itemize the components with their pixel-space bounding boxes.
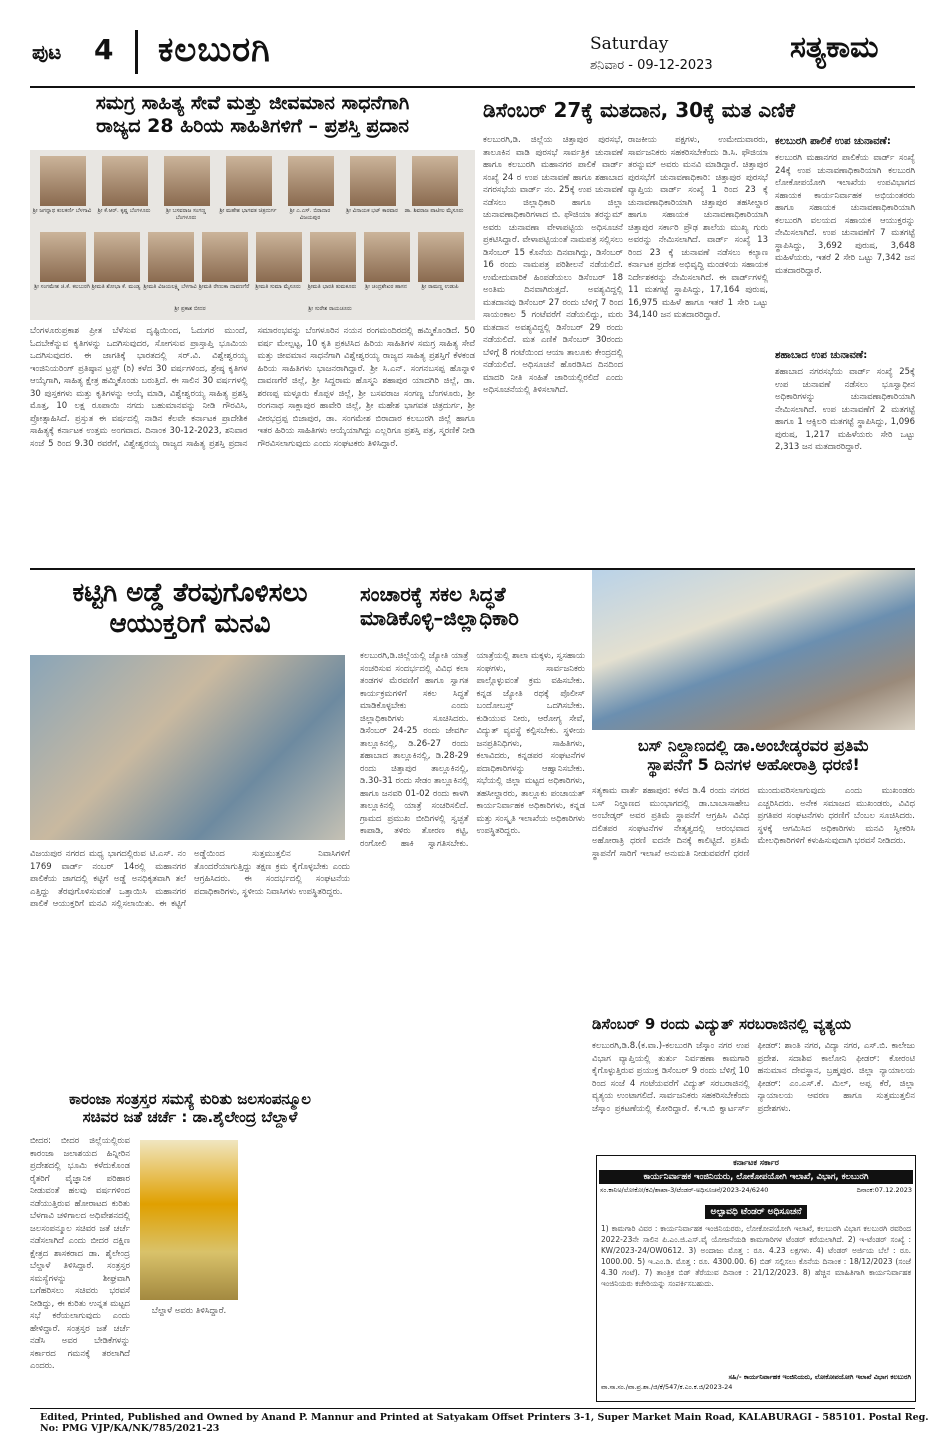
tender-ref: ಸಂ.ಕಾನಿಅ/ಲೋಕೋ/ಕವಿ/ಶಾಖಾ-3/ಟೆಂಡರ್-ಅಧಿಸೂಚನೆ/2023-24/6240: [600, 1186, 769, 1194]
photo-caption: ಶ್ರೀಮತಿ ಶೋಭಾ ಕೆ. ಮಂಡ್ಯ: [91, 284, 141, 290]
story2-col3: ಕಲಬುರಗಿ ಮಹಾನಗರ ಪಾಲಿಕೆಯ ವಾರ್ಡ್ ಸಂಖ್ಯೆ 24ಕ್ಕೆ ಉಪ ಚುನಾವಣಾಧಿಕಾರಿಯಾಗಿ ಕಲಬುರಗಿ ಲೋಕೋಪಯೋಗಿ ಇಲಾಖೆಯ ಉಪವಿಭಾಗದ ಸಹಾಯಕ ಕಾರ್ಯನಿರ್ವಾಹಕ ಅಭಿಯಂತರರು ಹಾಗೂ ಸಹಾಯಕ ಚುನಾವಣಾಧಿಕಾರಿಯಾಗಿ ಕಲಬುರಗಿ ವಲಯದ ಸಹಾಯಕ ಆಯುಕ್ತರನ್ನು ನೇಮಿಸಲಾಗಿದೆ. ಉಪ ಚುನಾವಣೆಗೆ 7 ಮತಗಟ್ಟೆ ಸ್ಥಾಪಿಸಿದ್ದು, 3,692 ಪುರುಷ, 3,648 ಮಹಿಳೆಯರು, ಇತರೆ 2 ಸೇರಿ ಒಟ್ಟು 7,342 ಜನ ಮತದಾರರಿದ್ದಾರೆ.: [775, 153, 915, 276]
awardee-photo: [226, 156, 272, 206]
story7-body-right: [245, 1135, 350, 1405]
story7-headline: [30, 1090, 350, 1126]
tender-office: ಕಾರ್ಯನಿರ್ವಾಹಕ ಇಂಜಿನಿಯರು, ಲೋಕೋಪಯೋಗಿ ಇಲಾಖೆ, ವಿಭಾಗ, ಕಲಬುರಗಿ: [599, 1170, 913, 1184]
tender-date: ದಿನಾಂಕ:07.12.2023: [856, 1186, 912, 1194]
story7-headline-line2: ಸಚಿವರ ಜತೆ ಚರ್ಚೆ : ಡಾ.ಶೈಲೇಂದ್ರ ಬೆಲ್ದಾಳೆ: [82, 1108, 298, 1126]
story3-body: ವಿಜಯಪುರ ನಗರದ ಮಧ್ಯ ಭಾಗದಲ್ಲಿರುವ ಟಿ.ಎಸ್. ನಂ 1769 ವಾರ್ಡ್ ನಂಬರ್ 14ರಲ್ಲಿ ಮಹಾನಗರ ಪಾಲಿಕೆಯ ಜಾಗದಲ್ಲಿ ಕಟ್ಟಿಗೆ ಅಡ್ಡೆ ಅನಧಿಕೃತವಾಗಿ ತಲೆ ಎತ್ತಿದ್ದು ತೆರವುಗೊಳಿಸುವಂತೆ ಒತ್ತಾಯಿಸಿ ಮಹಾನಗರ ಪಾಲಿಕೆ ಆಯುಕ್ತರಿಗೆ ಮನವಿ ಸಲ್ಲಿಸಲಾಯಿತು. ಈ ಕಟ್ಟಿಗೆ ಅಡ್ಡೆಯಿಂದ ಸುತ್ತಮುತ್ತಲಿನ ನಿವಾಸಿಗಳಿಗೆ ತೊಂದರೆಯಾಗುತ್ತಿದ್ದು ತಕ್ಷಣ ಕ್ರಮ ಕೈಗೊಳ್ಳಬೇಕು ಎಂದು ಆಗ್ರಹಿಸಿದರು. ಈ ಸಂದರ್ಭದಲ್ಲಿ ಸಂಘಟನೆಯ ಪದಾಧಿಕಾರಿಗಳು, ಸ್ಥಳೀಯ ನಿವಾಸಿಗಳು ಉಪಸ್ಥಿತರಿದ್ದರು.: [30, 849, 350, 909]
imprint-line: Edited, Printed, Published and Owned by Anand P. Mannur and Printed at Satyakam Offset Printers 3-1, Super Market Main Road, KALABURAGI - 585101. Postal Reg. No: PMG VJP/KA/NK/785/2021-23: [40, 1412, 929, 1434]
story3-headline-line1: ಕಟ್ಟಿಗಿ ಅಡ್ಡೆ ತೆರವುಗೊಳಿಸಲು: [72, 578, 308, 608]
story6-body: ಕಲಬುರಗಿ,ಡಿ.8.(ಕ.ವಾ.)-ಕಲಬುರಗಿ ಜೆಸ್ಕಾಂ ನಗರ ಉಪ ವಿಭಾಗ ವ್ಯಾಪ್ತಿಯಲ್ಲಿ ತುರ್ತು ನಿರ್ವಹಣಾ ಕಾಮಗಾರಿ ಕೈಗೊಳ್ಳುತ್ತಿರುವ ಪ್ರಯುಕ್ತ ಡಿಸೆಂಬರ್ 9 ರಂದು ಬೆಳಿಗ್ಗೆ 10 ರಿಂದ ಸಂಜೆ 4 ಗಂಟೆಯವರೆಗೆ ವಿದ್ಯುತ್ ಸರಬರಾಜಿನಲ್ಲಿ ವ್ಯತ್ಯಯ ಉಂಟಾಗಲಿದೆ. ಸಾರ್ವಜನಿಕರು ಸಹಕರಿಸಬೇಕೆಂದು ಜೆಸ್ಕಾಂ ಪ್ರಕಟಣೆಯಲ್ಲಿ ಕೋರಿದ್ದಾರೆ. ಕೆ.ಇ.ಬಿ ಕ್ವಾರ್ಟರ್ಸ್ ಫೀಡರ್: ಶಾಂತಿ ನಗರ, ವಿದ್ಯಾ ನಗರ, ಎಸ್.ಬಿ. ಕಾಲೇಜು ಪ್ರದೇಶ. ಸದಾಶಿವ ಕಾಲೋನಿ ಫೀಡರ್: ಕೋರಂಟಿ ಹನುಮಾನ ದೇವಸ್ಥಾನ, ಬ್ರಹ್ಮಪುರ. ಜಿಲ್ಲಾ ನ್ಯಾಯಾಲಯ ಫೀಡರ್: ಎಂ.ಎಸ್.ಕೆ. ಮಿಲ್, ಅಪ್ಪ ಕೆರೆ, ಜಿಲ್ಲಾ ನ್ಯಾಯಾಲಯ ಆವರಣ ಹಾಗೂ ಸುತ್ತಮುತ್ತಲಿನ ಪ್ರದೇಶಗಳು.: [592, 1041, 915, 1114]
story4-headline-line2: ಮಾಡಿಕೊಳ್ಳಿ–ಜಿಲ್ಲಾಧಿಕಾರಿ: [360, 606, 519, 630]
awardee-photo: [94, 232, 140, 282]
story1-headline: [30, 92, 475, 138]
awardee-photos: [30, 150, 475, 320]
tender-notice: [596, 1155, 916, 1402]
protest-photo: [592, 570, 915, 730]
photo-caption: ಶ್ರೀ ಸಂಗಮೇಶ ಜಿ.ಕೆ. ಕಲಬುರಗಿ: [34, 284, 90, 290]
awardee-photo: [310, 232, 356, 282]
awardee-photo: [256, 232, 302, 282]
story1-headline-line2: ರಾಜ್ಯದ 28 ಹಿರಿಯ ಸಾಹಿತಿಗಳಿಗೆ – ಪ್ರಶಸ್ತಿ ಪ್ರದಾನ: [96, 114, 409, 137]
story1-headline-line1: ಸಮಗ್ರ ಸಾಹಿತ್ಯ ಸೇವೆ ಮತ್ತು ಜೀವಮಾನ ಸಾಧನೆಗಾಗಿ: [95, 92, 410, 114]
awardee-photo: [412, 156, 458, 206]
story5-headline: [592, 736, 915, 774]
mla-photo: [140, 1140, 238, 1300]
day-english: Saturday: [590, 34, 669, 54]
awardee-photo: [40, 232, 86, 282]
photo-caption: ಶ್ರೀಮತಿ ವಿಜಯಲಕ್ಷ್ಮಿ ಬೆಳಗಾವಿ: [143, 284, 197, 290]
tender-signature: ಸಹಿ/- ಕಾರ್ಯನಿರ್ವಾಹಕ ಇಂಜಿನಿಯರು, ಲೋಕೋಪಯೋಗಿ ಇಲಾಖೆ ವಿಭಾಗ ಕಲಬುರಗಿ: [728, 1373, 911, 1381]
photo-caption: ಶ್ರೀಮತಿ ಸುಮಾ ಮೈಸೂರು: [255, 284, 301, 290]
tender-gov: ಕರ್ನಾಟಕ ಸರ್ಕಾರ: [733, 1158, 779, 1167]
awardee-photo: [364, 232, 410, 282]
header-divider: [135, 30, 138, 74]
photo-caption: ಶ್ರೀಮತಿ ಭಾರತಿ ತುಮಕೂರು: [307, 284, 357, 290]
awardee-photo: [40, 156, 86, 206]
page-number: 4: [94, 33, 114, 66]
photo-caption: ಶ್ರೀ ಎ.ಎಸ್. ಬಿರಾದಾರ ವಿಜಯಪುರ: [289, 208, 331, 221]
photo-caption: ಶ್ರೀ ಬಸವರಾಜ ಸಂಗಣ್ಣ ಬೆಂಗಳೂರು: [165, 208, 207, 221]
page-header: [0, 0, 945, 90]
photo-caption: ಶ್ರೀ ಮಹೇಶ ಭಾಗವತ ಚಿತ್ರದುರ್ಗ: [219, 208, 277, 214]
date-line: ಶನಿವಾರ - 09-12-2023: [590, 58, 713, 73]
story4-headline-line1: ಸಂಚಾರಕ್ಕೆ ಸಕಲ ಸಿದ್ಧತೆ: [360, 582, 506, 606]
header-rule: [30, 86, 915, 88]
photo-caption: ಶ್ರೀ ಪ್ರಕಾಶ ಬೀದರ: [174, 306, 206, 312]
tender-title: ಅಲ್ಪಾವಧಿ ಟೆಂಡರ್ ಅಧಿಸೂಚನೆ: [705, 1205, 808, 1219]
story1-body: ಬೆಂಗಳೂರುಪ್ರಕಾಶ ಪ್ರೀತ ಬೆಳೆಸುವ ದೃಷ್ಟಿಯಿಂದ, ಓದುಗರ ಮುಂದೆ, ಓದಬೇಕೆನ್ನುವ ಕೃತಿಗಳನ್ನು ಒದಗಿಸುವುದರ, ಸೋಗಸುವ ಪ್ರಾಸ್ತಾಪ್ತಿ ಭೂಮಿಯ ಒದಗಿಸುವುದರ. ಈ ಜಾಗತಿಕ್ಕೆ ಭಾರತದಲ್ಲಿ ಸರ್.ವಿ. ವಿಶ್ವೇಶ್ವರಯ್ಯ ಇಂಜಿನಿಯರಿಂಗ್ ಪ್ರತಿಷ್ಠಾನ ಟ್ರಸ್ಟ್ (ರಿ) ಕಳೆದ 30 ವರ್ಷಗಳಿಂದ, ಶ್ರೇಷ್ಠ ಕೃತಿಗಳ ಆಯ್ಕೆಗಾಗಿ, ಸಾಹಿತ್ಯ ಕ್ಷೇತ್ರ ಹಮ್ಮಿಕೊಂಡು ಬರುತ್ತಿದೆ. ಈ ಸಾಲಿನ 30 ವರ್ಷಗಳಲ್ಲಿ 30 ಪುಸ್ತಕಗಳು ಮತ್ತು ಕೃತಿಗಳನ್ನು ಆಯ್ಕೆ ಮಾಡಿ, ವಿಶ್ವೇಶ್ವರಯ್ಯ ಸಾಹಿತ್ಯ ಪ್ರಶಸ್ತಿ ಮೊತ್ತ, 10 ಲಕ್ಷ ರೂಪಾಯಿ ನಗದು ಬಹುಮಾನವನ್ನು ನೀಡಿ ಗೌರವಿಸಿ, ಪ್ರೋತ್ಸಾಹಿಸಿದೆ. ಪ್ರಸ್ತುತ ಈ ವರ್ಷದಲ್ಲಿ ನಾಡಿನ ಕೆಲವೇ ಕರ್ನಾಟಕ ಪ್ರಾದೇಶಿಕ ಸಾಹಿತ್ಯಕ್ಕೆ ಕರ್ನಾಟಕ ಉತ್ತಮ ಅಂಗವಾದ. ದಿನಾಂಕ 30-12-2023, ಶನಿವಾರ ಸಂಜೆ 5 ರಿಂದ 9.30 ರವರೆಗೆ, ವಿಶ್ವೇಶ್ವರಯ್ಯ ರಾಜ್ಯದ ಸಾಹಿತ್ಯ ಪ್ರಶಸ್ತಿ ಪ್ರದಾನ ಸಮಾರಂಭವನ್ನು ಬೆಂಗಳೂರಿನ ನಯನ ರಂಗಮಂದಿರದಲ್ಲಿ ಹಮ್ಮಿಕೊಂಡಿದೆ. 50 ವರ್ಷ ಮೇಲ್ಪಟ್ಟ, 10 ಕೃತಿ ಪ್ರಕಟಿಸಿದ ಹಿರಿಯ ಸಾಹಿತಿಗಳ ಸಮಗ್ರ ಸಾಹಿತ್ಯ ಸೇವೆ ಮತ್ತು ಜೀವಮಾನ ಸಾಧನೆಗಾಗಿ ವಿಶ್ವೇಶ್ವರಯ್ಯ ರಾಜ್ಯದ ಸಾಹಿತ್ಯ ಪ್ರಶಸ್ತಿಗೆ ಕೆಳಕಂಡ ಹಿರಿಯ ಸಾಹಿತಿಗಳು ಭಾಜನರಾಗಿದ್ದಾರೆ. ಶ್ರೀ ಸಿ.ಎನ್. ಸಂಗನಬಸಪ್ಪ ಹೊನ್ನಾಳಿ ದಾವಣಗೆರೆ ಜಿಲ್ಲೆ, ಶ್ರೀ ಸಿದ್ದರಾಮ ಹೊಸ್ಮನಿ ಶಹಾಪುರ ಯಾದಗಿರಿ ಜಿಲ್ಲೆ, ಡಾ. ಶರಣಪ್ಪ ಮಳ್ಳೂರು ಕೊಪ್ಪಳ ಜಿಲ್ಲೆ, ಶ್ರೀ ಬಸವರಾಜ ಸಂಗಣ್ಣ ಬೆಂಗಳೂರು, ಶ್ರೀ ರಂಗನಾಥ ಸಾಕ್ಲಾಪುರ ಹಾವೇರಿ ಜಿಲ್ಲೆ, ಶ್ರೀ ಮಹೇಶ ಭಾಗವತ ಚಿತ್ರದುರ್ಗ, ಶ್ರೀ ವೀರಭದ್ರಪ್ಪ ಬಿಜಾಪುರ, ಡಾ. ಸಂಗಮೇಶ ಬಿರಾದಾರ ಕಲಬುರಗಿ ಜಿಲ್ಲೆ ಹಾಗೂ ಇತರ ಹಿರಿಯ ಸಾಹಿತಿಗಳು ಆಯ್ಕೆಯಾಗಿದ್ದು ಎಲ್ಲರಿಗೂ ಪ್ರಶಸ್ತಿ ಪತ್ರ, ಸ್ಮರಣಿಕೆ ನೀಡಿ ಗೌರವಿಸಲಾಗುವುದು ಎಂದು ಸಂಘಟಕರು ತಿಳಿಸಿದ್ದಾರೆ.: [30, 326, 475, 449]
photo-caption: ಶ್ರೀ ಸುರೇಶ ರಾಯಚೂರು: [308, 306, 352, 312]
story2-col2: ರಾಜಕೀಯ ಪಕ್ಷಗಳು, ಉಮೇದುವಾರರು, ಸಾರ್ವಜನಿಕರು ಸಹಕರಿಸಬೇಕೆಂದು ಡಿ.ಸಿ. ಫೌಜಿಯಾ ತರನ್ನುಮ್ ಅವರು ಮನವಿ ಮಾಡಿದ್ದಾರೆ. ಚಿತ್ತಾಪುರ ಪುರಸಭೆಗೆ ಚುನಾವಣಾಧಿಕಾರಿ: ಚಿತ್ತಾಪುರ ಪುರಸಭೆ ವ್ಯಾಪ್ತಿಯ ವಾರ್ಡ್ ಸಂಖ್ಯೆ 1 ರಿಂದ 23 ಕ್ಕೆ ಚುನಾವಣಾಧಿಕಾರಿಯಾಗಿ ಚಿತ್ತಾಪುರ ತಹಸೀಲ್ದಾರ ಹಾಗೂ ಸಹಾಯಕ ಚುನಾವಣಾಧಿಕಾರಿಯಾಗಿ ಚಿತ್ತಾಪುರ ಸರ್ಕಾರಿ ಪ್ರೌಢ ಶಾಲೆಯ ಮುಖ್ಯ ಗುರು ಅವರನ್ನು ನೇಮಿಸಲಾಗಿದೆ. ವಾರ್ಡ್ ಸಂಖ್ಯೆ 13 ರಿಂದ 23 ಕ್ಕೆ ಚುನಾವಣೆ ನಡೆಸಲು ಕಲ್ಯಾಣ ಕರ್ನಾಟಕ ಪ್ರದೇಶ ಅಭಿವೃದ್ಧಿ ಮಂಡಳಿಯ ಸಹಾಯಕ ನಿರ್ದೇಶಕರನ್ನು ನೇಮಿಸಲಾಗಿದೆ. ಈ ವಾರ್ಡ್‌ಗಳಲ್ಲಿ 11 ಮತಗಟ್ಟೆ ಸ್ಥಾಪಿಸಿದ್ದು, 17,164 ಪುರುಷ, 16,975 ಮಹಿಳೆ ಹಾಗೂ ಇತರೆ 1 ಸೇರಿ ಒಟ್ಟು 34,140 ಜನ ಮತದಾರರಿದ್ದಾರೆ.: [628, 135, 768, 320]
story2-col1: ಕಲಬುರಗಿ,ಡಿ. ಜಿಲ್ಲೆಯ ಚಿತ್ತಾಪುರ ಪುರಸಭೆ, ತಾಲೂಕಿನ ವಾಡಿ ಪುರಸಭೆ ಸಾರ್ವತ್ರಿಕ ಚುನಾವಣೆ ಹಾಗೂ ಕಲಬುರಗಿ ಮಹಾನಗರ ಪಾಲಿಕೆ ವಾರ್ಡ್ ಸಂಖ್ಯೆ 24 ರ ಉಪ ಚುನಾವಣೆ ಹಾಗೂ ಶಹಾಬಾದ ನಗರಸಭೆಯ ವಾರ್ಡ್ ನಂ. 25ಕ್ಕೆ ಉಪ ಚುನಾವಣೆ ನಡೆಸಲು ಜಿಲ್ಲಾಧಿಕಾರಿ ಹಾಗೂ ಜಿಲ್ಲಾ ಚುನಾವಣಾಧಿಕಾರಿಗಳಾದ ಬಿ. ಫೌಜಿಯಾ ತರನ್ನುಮ್ ಅವರು ಚುನಾವಣಾ ವೇಳಾಪಟ್ಟಿಯ ಅಧಿಸೂಚನೆ ಪ್ರಕಟಿಸಿದ್ದಾರೆ. ವೇಳಾಪಟ್ಟಿಯಂತೆ ನಾಮಪತ್ರ ಸಲ್ಲಿಸಲು ಡಿಸೆಂಬರ್ 15 ಕೊನೆಯ ದಿನವಾಗಿದ್ದು, ಡಿಸೆಂಬರ್ 16 ರಂದು ನಾಮಪತ್ರ ಪರಿಶೀಲನೆ ನಡೆಯಲಿದೆ. ಉಮೇದುವಾರಿಕೆ ಹಿಂಪಡೆಯಲು ಡಿಸೆಂಬರ್ 18 ಅಂತಿಮ ದಿನವಾಗಿರುತ್ತದೆ. ಅವಶ್ಯವಿದ್ದಲ್ಲಿ ಮತದಾನವು ಡಿಸೆಂಬರ್ 27 ರಂದು ಬೆಳಿಗ್ಗೆ 7 ರಿಂದ ಸಾಯಂಕಾಲ 5 ಗಂಟೆವರೆಗೆ ನಡೆಯಲಿದ್ದು, ಮರು ಮತದಾನ ಅವಶ್ಯವಿದ್ದಲ್ಲಿ ಡಿಸೆಂಬರ್ 29 ರಂದು ನಡೆಯಲಿದೆ. ಮತ ಎಣಿಕೆ ಡಿಸೆಂಬರ್ 30ರಂದು ಬೆಳಿಗ್ಗೆ 8 ಗಂಟೆಯಿಂದ ಆಯಾ ತಾಲೂಕು ಕೇಂದ್ರದಲ್ಲಿ ನಡೆಯಲಿದೆ. ಅಧಿಸೂಚನೆ ಹೊರಡಿಸಿದ ದಿನದಿಂದ ಮಾದರಿ ನೀತಿ ಸಂಹಿತೆ ಜಾರಿಯಲ್ಲಿರಲಿದೆ ಎಂದು ಅಧಿಸೂಚನೆಯಲ್ಲಿ ತಿಳಿಸಲಾಗಿದೆ.: [483, 135, 623, 395]
story3-headline: [30, 578, 350, 640]
awardee-photo: [164, 156, 210, 206]
tender-dipr-no: ವಾ.ಸಾ.ಸಂ./ವಾ.ಪ್ರ.ಶಾ./ಜಿ/ಕೆ/547/ಕ.ಎಂ.ಕ.ಜಿ/2023-24: [601, 1383, 733, 1391]
photo-caption: ಡಾ. ಶಿವರಾಜ ಪಾಟೀಲ ಮೈಸೂರು: [404, 208, 464, 214]
awardee-photo: [102, 156, 148, 206]
story5-headline-line2: ಸ್ಥಾಪನೆಗೆ 5 ದಿನಗಳ ಅಹೋರಾತ್ರಿ ಧರಣಿ!: [647, 755, 860, 775]
awardee-photo: [148, 232, 194, 282]
awardee-photo: [288, 156, 334, 206]
tender-body: 1) ಕಾಮಗಾರಿ ವಿವರ : ಕಾರ್ಯನಿರ್ವಾಹಕ ಇಂಜಿನಿಯರರು, ಲೋಕೋಪಯೋಗಿ ಇಲಾಖೆ, ಕಲಬುರಗಿ ವಿಭಾಗ ಕಲಬುರಗಿ ರವರಿಂದ 2022-23ನೇ ಸಾಲಿನ ಪಿ.ಎಂ.ಜಿ.ಎಸ್.ವೈ ಯೋಜನೆಯಡಿ ಕಾಮಗಾರಿಗಳ ಟೆಂಡರ್ ಕರೆಯಲಾಗಿದೆ. 2) ಇ-ಟೆಂಡರ್ ಸಂಖ್ಯೆ : KW/2023-24/OW0612. 3) ಅಂದಾಜು ಮೊತ್ತ : ರೂ. 4.23 ಲಕ್ಷಗಳು. 4) ಟೆಂಡರ್ ಅರ್ಜಿಯ ಬೆಲೆ : ರೂ. 1000.00. 5) ಇ.ಎಂ.ಡಿ. ಮೊತ್ತ : ರೂ. 4300.00. 6) ಬಿಡ್ ಸಲ್ಲಿಸಲು ಕೊನೆಯ ದಿನಾಂಕ : 18/12/2023 (ಸಂಜೆ 4.30 ಗಂಟೆ). 7) ತಾಂತ್ರಿಕ ಬಿಡ್ ತೆರೆಯುವ ದಿನಾಂಕ : 21/12/2023. 8) ಹೆಚ್ಚಿನ ಮಾಹಿತಿಗಾಗಿ ಕಾರ್ಯನಿರ್ವಾಹಕ ಇಂಜಿನಿಯರು ಕಚೇರಿಯನ್ನು ಸಂಪರ್ಕಿಸಬಹುದು.: [601, 1224, 911, 1288]
story2-col3b: ಶಹಾಬಾದ ನಗರಸಭೆಯ ವಾರ್ಡ್ ಸಂಖ್ಯೆ 25ಕ್ಕೆ ಉಪ ಚುನಾವಣೆ ನಡೆಸಲು ಭೂಸ್ವಾಧೀನ ಅಧಿಕಾರಿಗಳನ್ನು ಚುನಾವಣಾಧಿಕಾರಿಯಾಗಿ ನೇಮಿಸಲಾಗಿದೆ. ಉಪ ಚುನಾವಣೆಗೆ 2 ಮತಗಟ್ಟೆ ಹಾಗೂ 1 ಆಕ್ಸಿಲರಿ ಮತಗಟ್ಟೆ ಸ್ಥಾಪಿಸಿದ್ದು, 1,096 ಪುರುಷ, 1,217 ಮಹಿಳೆಯರು ಸೇರಿ ಒಟ್ಟು 2,313 ಜನ ಮತದಾರರಿದ್ದಾರೆ.: [775, 367, 915, 452]
story7-body: ಬೀದರ: ಬೀದರ ಜಿಲ್ಲೆಯಲ್ಲಿರುವ ಕಾರಂಜಾ ಜಲಾಶಯದ ಹಿನ್ನೀರಿನ ಪ್ರದೇಶದಲ್ಲಿ ಭೂಮಿ ಕಳೆದುಕೊಂಡ ರೈತರಿಗೆ ವೈಜ್ಞಾನಿಕ ಪರಿಹಾರ ನೀಡುವಂತೆ ಹಲವು ವರ್ಷಗಳಿಂದ ನಡೆಯುತ್ತಿರುವ ಹೋರಾಟದ ಕುರಿತು ಬೆಳಗಾವಿ ಚಳಿಗಾಲದ ಅಧಿವೇಶನದಲ್ಲಿ ಜಲಸಂಪನ್ಮೂಲ ಸಚಿವರ ಜತೆ ಚರ್ಚೆ ನಡೆಸಲಾಗಿದೆ ಎಂದು ಬೀದರ ದಕ್ಷಿಣ ಕ್ಷೇತ್ರದ ಶಾಸಕರಾದ ಡಾ. ಶೈಲೇಂದ್ರ ಬೆಲ್ದಾಳೆ ತಿಳಿಸಿದ್ದಾರೆ. ಸಂತ್ರಸ್ತರ ಸಮಸ್ಯೆಗಳನ್ನು ಶೀಘ್ರವಾಗಿ ಬಗೆಹರಿಸಲು ಸಚಿವರು ಭರವಸೆ ನೀಡಿದ್ದು, ಈ ಕುರಿತು ಉನ್ನತ ಮಟ್ಟದ ಸಭೆ ಕರೆಯಲಾಗುವುದು ಎಂದು ಹೇಳಿದ್ದಾರೆ. ಸಂತ್ರಸ್ತರ ಜತೆ ಚರ್ಚೆ ನಡೆಸಿ ಅವರ ಬೇಡಿಕೆಗಳನ್ನು ಸರ್ಕಾರದ ಗಮನಕ್ಕೆ ತರಲಾಗಿದೆ ಎಂದರು.: [30, 1136, 130, 1371]
story4-body: ಕಲಬುರಗಿ,ಡಿ.ಜಿಲ್ಲೆಯಲ್ಲಿ ಜ್ಯೋತಿ ಯಾತ್ರೆ ಸಂಚರಿಸುವ ಸಂದರ್ಭದಲ್ಲಿ ವಿವಿಧ ಕಲಾ ತಂಡಗಳ ಮೆರವಣಿಗೆ ಹಾಗೂ ಸ್ವಾಗತ ಕಾರ್ಯಕ್ರಮಗಳಿಗೆ ಸಕಲ ಸಿದ್ಧತೆ ಮಾಡಿಕೊಳ್ಳಬೇಕು ಎಂದು ಜಿಲ್ಲಾಧಿಕಾರಿಗಳು ಸೂಚಿಸಿದರು. ಡಿಸೆಂಬರ್ 24-25 ರಂದು ಜೇವರ್ಗಿ ತಾಲ್ಲೂಕಿನಲ್ಲಿ, ಡಿ.26-27 ರಂದು ಶಹಾಬಾದ ತಾಲ್ಲೂಕಿನಲ್ಲಿ, ಡಿ.28-29 ರಂದು ಚಿತ್ತಾಪುರ ತಾಲ್ಲೂಕಿನಲ್ಲಿ, ಡಿ.30-31 ರಂದು ಸೇಡಂ ತಾಲ್ಲೂಕಿನಲ್ಲಿ ಹಾಗೂ ಜನವರಿ 01-02 ರಂದು ಕಾಳಗಿ ತಾಲ್ಲೂಕಿನಲ್ಲಿ ಯಾತ್ರೆ ಸಂಚರಿಸಲಿದೆ. ಗ್ರಾಮದ ಪ್ರಮುಖ ಬೀದಿಗಳಲ್ಲಿ ಸ್ವಚ್ಛತೆ ಕಾಪಾಡಿ, ತಳಿರು ತೋರಣ ಕಟ್ಟಿ, ರಂಗೋಲಿ ಹಾಕಿ ಸ್ವಾಗತಿಸಬೇಕು. ಯಾತ್ರೆಯಲ್ಲಿ ಶಾಲಾ ಮಕ್ಕಳು, ಸ್ವಸಹಾಯ ಸಂಘಗಳು, ಸಾರ್ವಜನಿಕರು ಪಾಲ್ಗೊಳ್ಳುವಂತೆ ಕ್ರಮ ವಹಿಸಬೇಕು. ಕನ್ನಡ ಜ್ಯೋತಿ ರಥಕ್ಕೆ ಪೊಲೀಸ್ ಬಂದೋಬಸ್ತ್ ಒದಗಿಸಬೇಕು. ಕುಡಿಯುವ ನೀರು, ಆರೋಗ್ಯ ಸೇವೆ, ವಿದ್ಯುತ್ ವ್ಯವಸ್ಥೆ ಕಲ್ಪಿಸಬೇಕು. ಸ್ಥಳೀಯ ಜನಪ್ರತಿನಿಧಿಗಳು, ಸಾಹಿತಿಗಳು, ಕಲಾವಿದರು, ಕನ್ನಡಪರ ಸಂಘಟನೆಗಳ ಪದಾಧಿಕಾರಿಗಳನ್ನು ಆಹ್ವಾನಿಸಬೇಕು. ಸಭೆಯಲ್ಲಿ ಜಿಲ್ಲಾ ಮಟ್ಟದ ಅಧಿಕಾರಿಗಳು, ತಹಸೀಲ್ದಾರರು, ತಾಲ್ಲೂಕು ಪಂಚಾಯತ್ ಕಾರ್ಯನಿರ್ವಾಹಕ ಅಧಿಕಾರಿಗಳು, ಕನ್ನಡ ಮತ್ತು ಸಂಸ್ಕೃತಿ ಇಲಾಖೆಯ ಅಧಿಕಾರಿಗಳು ಉಪಸ್ಥಿತರಿದ್ದರು.: [360, 651, 585, 849]
masthead-logo: ಸತ್ಯಕಾಮ: [790, 30, 879, 65]
photo-caption: ಶ್ರೀ ಚಂದ್ರಶೇಖರ ಹಾಸನ: [365, 284, 407, 290]
tender-refline: [597, 1186, 915, 1195]
awardee-photo: [418, 232, 464, 282]
edition-city: ಕಲಬುರಗಿ: [158, 30, 271, 70]
story4-headline: [360, 582, 585, 630]
awardee-photo: [202, 232, 248, 282]
photo-caption: ಶ್ರೀ ಜಗನ್ನಾಥ ಕುಲಕರ್ಣಿ ಬೆಳಗಾವಿ: [32, 208, 92, 214]
story5-headline-line1: ಬಸ್ ನಿಲ್ದಾಣದಲ್ಲಿ ಡಾ.ಅಂಬೇಡ್ಕರವರ ಪ್ರತಿಮೆ: [637, 736, 870, 755]
story2-subhead2: ಶಹಾಬಾದ ಉಪ ಚುನಾವಣೆ:: [775, 350, 868, 361]
story2-subhead1: ಕಲಬುರಗಿ ಪಾಲಿಕೆ ಉಪ ಚುನಾವಣೆ:: [775, 136, 891, 147]
photo-caption: ಶ್ರೀ ರಾಮಣ್ಣ ಉಡುಪಿ: [421, 284, 459, 290]
page-label: ಪುಟ: [32, 40, 62, 64]
memorandum-photo: [30, 655, 345, 840]
story2-headline: ಡಿಸೆಂಬರ್ 27ಕ್ಕೆ ಮತದಾನ, 30ಕ್ಕೆ ಮತ ಎಣಿಕೆ: [483, 98, 796, 122]
footer-rule: [30, 1408, 915, 1409]
story5-body: ಸತ್ಯಕಾಮ ವಾರ್ತೆ ಶಹಾಪುರ: ಕಳೆದ ಡಿ.4 ರಂದು ನಗರದ ಬಸ್ ನಿಲ್ದಾಣದ ಮುಂಭಾಗದಲ್ಲಿ ಡಾ.ಬಾಬಾಸಾಹೇಬ ಅಂಬೇಡ್ಕರ್ ಅವರ ಪ್ರತಿಮೆ ಸ್ಥಾಪನೆಗೆ ಆಗ್ರಹಿಸಿ ವಿವಿಧ ದಲಿತಪರ ಸಂಘಟನೆಗಳ ನೇತೃತ್ವದಲ್ಲಿ ಆರಂಭವಾದ ಅಹೋರಾತ್ರಿ ಧರಣಿ ಐದನೇ ದಿನಕ್ಕೆ ಕಾಲಿಟ್ಟಿದೆ. ಪ್ರತಿಮೆ ಸ್ಥಾಪನೆಗೆ ಸಾರಿಗೆ ಇಲಾಖೆ ಅನುಮತಿ ನೀಡುವವರೆಗೆ ಧರಣಿ ಮುಂದುವರಿಸಲಾಗುವುದು ಎಂದು ಮುಖಂಡರು ಎಚ್ಚರಿಸಿದರು. ಅನೇಕ ಸಮಾಜದ ಮುಖಂಡರು, ವಿವಿಧ ಪ್ರಗತಿಪರ ಸಂಘಟನೆಗಳು ಧರಣಿಗೆ ಬೆಂಬಲ ಸೂಚಿಸಿದರು. ಸ್ಥಳಕ್ಕೆ ಆಗಮಿಸಿದ ಅಧಿಕಾರಿಗಳು ಮನವಿ ಸ್ವೀಕರಿಸಿ ಮೇಲಧಿಕಾರಿಗಳಿಗೆ ಕಳುಹಿಸುವುದಾಗಿ ಭರವಸೆ ನೀಡಿದರು.: [592, 786, 915, 859]
photo-caption: ಬೆಲ್ದಾಳೆ ಅವರು ತಿಳಿಸಿದ್ದಾರೆ.: [151, 1306, 227, 1316]
story6-headline: ಡಿಸೆಂಬರ್ 9 ರಂದು ವಿದ್ಯುತ್ ಸರಬರಾಜಿನಲ್ಲಿ ವ್ಯತ್ಯಯ: [592, 1015, 852, 1033]
photo-caption: ಶ್ರೀ ಕೆ.ಆರ್. ಕೃಷ್ಣ ಬೆಂಗಳೂರು: [97, 208, 151, 214]
story3-headline-line2: ಆಯುಕ್ತರಿಗೆ ಮನವಿ: [109, 609, 271, 640]
photo-caption: ಶ್ರೀಮತಿ ರೇಣುಕಾ ದಾವಣಗೆರೆ: [198, 284, 250, 290]
story7-headline-line1: ಕಾರಂಜಾ ಸಂತ್ರಸ್ತರ ಸಮಸ್ಯೆ ಕುರಿತು ಜಲಸಂಪನ್ಮೂಲ: [69, 1090, 311, 1108]
awardee-photo: [350, 156, 396, 206]
photo-caption: ಶ್ರೀ ವಿನಾಯಕ ಭಟ್ ಕಾರವಾರ: [346, 208, 398, 214]
